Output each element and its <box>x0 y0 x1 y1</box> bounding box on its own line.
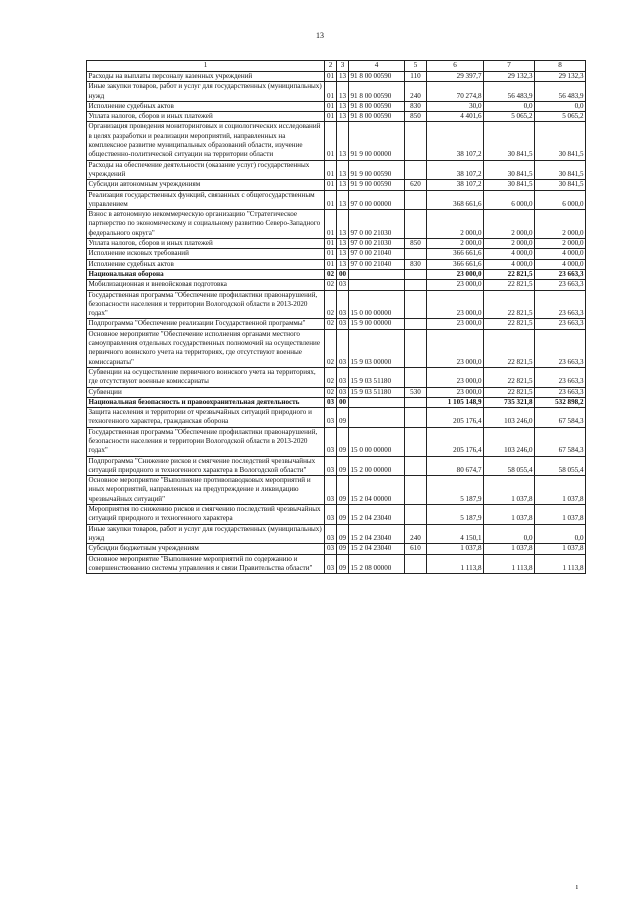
section-code: 03 <box>325 408 337 428</box>
amount-year-2: 58 055,4 <box>484 456 535 476</box>
amount-year-2: 5 065,2 <box>484 112 535 122</box>
subsection-code: 13 <box>337 259 349 269</box>
column-number: 6 <box>427 61 484 72</box>
expense-type-code <box>405 160 427 180</box>
expense-type-code <box>405 210 427 239</box>
page-number: 13 <box>316 31 324 40</box>
amount-year-3: 0,0 <box>535 101 586 111</box>
section-code: 01 <box>325 101 337 111</box>
amount-year-1: 1 105 148,9 <box>427 397 484 407</box>
target-article-code: 97 0 00 00000 <box>349 190 405 210</box>
amount-year-2: 2 000,0 <box>484 210 535 239</box>
section-code: 03 <box>325 427 337 456</box>
row-name: Исполнение судебных актов <box>87 259 325 269</box>
expense-type-code <box>405 408 427 428</box>
target-article-code: 15 2 00 00000 <box>349 456 405 476</box>
target-article-code: 15 0 00 00000 <box>349 290 405 319</box>
amount-year-2: 56 483,9 <box>484 82 535 102</box>
target-article-code: 15 2 04 23040 <box>349 544 405 554</box>
table-row <box>87 101 586 111</box>
table-row <box>87 544 586 554</box>
expense-type-code: 850 <box>405 239 427 249</box>
section-code: 01 <box>325 259 337 269</box>
amount-year-2: 0,0 <box>484 101 535 111</box>
amount-year-1: 30,0 <box>427 101 484 111</box>
table-row <box>87 249 586 259</box>
expense-type-code <box>405 397 427 407</box>
row-name: Национальная безопасность и правоохранительная деятельность <box>87 397 325 407</box>
section-code: 01 <box>325 190 337 210</box>
section-code: 03 <box>325 456 337 476</box>
target-article-code: 91 9 00 00000 <box>349 122 405 160</box>
amount-year-2: 1 037,8 <box>484 476 535 505</box>
section-code: 03 <box>325 544 337 554</box>
amount-year-3: 23 663,3 <box>535 367 586 387</box>
amount-year-3: 5 065,2 <box>535 112 586 122</box>
expense-type-code <box>405 122 427 160</box>
target-article-code: 97 0 00 21040 <box>349 249 405 259</box>
expense-type-code <box>405 249 427 259</box>
expense-type-code <box>405 554 427 574</box>
amount-year-3: 23 663,3 <box>535 269 586 279</box>
amount-year-2: 0,0 <box>484 524 535 544</box>
amount-year-1: 368 661,6 <box>427 190 484 210</box>
section-code: 01 <box>325 249 337 259</box>
table-row <box>87 329 586 367</box>
subsection-code: 00 <box>337 397 349 407</box>
subsection-code: 13 <box>337 180 349 190</box>
amount-year-3: 56 483,9 <box>535 82 586 102</box>
row-name: Расходы на выплаты персоналу казенных учреждений <box>87 72 325 82</box>
subsection-code: 09 <box>337 505 349 525</box>
target-article-code: 91 9 00 00590 <box>349 160 405 180</box>
column-number: 7 <box>484 61 535 72</box>
amount-year-1: 80 674,7 <box>427 456 484 476</box>
amount-year-2: 30 841,5 <box>484 180 535 190</box>
amount-year-1: 1 037,8 <box>427 544 484 554</box>
amount-year-1: 205 176,4 <box>427 427 484 456</box>
amount-year-2: 735 321,8 <box>484 397 535 407</box>
expense-type-code <box>405 367 427 387</box>
table-row <box>87 505 586 525</box>
subsection-code: 13 <box>337 249 349 259</box>
amount-year-3: 4 000,0 <box>535 259 586 269</box>
row-name: Исполнение исковых требований <box>87 249 325 259</box>
section-code: 03 <box>325 397 337 407</box>
amount-year-1: 70 274,8 <box>427 82 484 102</box>
amount-year-1: 366 661,6 <box>427 249 484 259</box>
amount-year-1: 1 113,8 <box>427 554 484 574</box>
table-row <box>87 290 586 319</box>
amount-year-2: 22 821,5 <box>484 280 535 290</box>
row-name: Исполнение судебных актов <box>87 101 325 111</box>
target-article-code: 91 8 00 00590 <box>349 112 405 122</box>
amount-year-1: 38 107,2 <box>427 160 484 180</box>
subsection-code: 00 <box>337 269 349 279</box>
amount-year-3: 0,0 <box>535 524 586 544</box>
section-code: 02 <box>325 280 337 290</box>
column-number: 5 <box>405 61 427 72</box>
subsection-code: 09 <box>337 476 349 505</box>
table-row <box>87 427 586 456</box>
amount-year-1: 23 000,0 <box>427 367 484 387</box>
subsection-code: 09 <box>337 544 349 554</box>
section-code: 02 <box>325 367 337 387</box>
amount-year-2: 1 037,8 <box>484 544 535 554</box>
amount-year-1: 2 000,0 <box>427 239 484 249</box>
amount-year-1: 23 000,0 <box>427 387 484 397</box>
target-article-code: 15 9 03 51180 <box>349 387 405 397</box>
subsection-code: 13 <box>337 239 349 249</box>
amount-year-3: 23 663,3 <box>535 290 586 319</box>
row-name: Подпрограмма "Снижение рисков и смягчение последствий чрезвычайных ситуаций природного и техногенного характера в Вологодской области" <box>87 456 325 476</box>
target-article-code: 91 8 00 00590 <box>349 82 405 102</box>
row-name: Иные закупки товаров, работ и услуг для государственных (муниципальных) нужд <box>87 82 325 102</box>
row-name: Субвенции <box>87 387 325 397</box>
table-row <box>87 122 586 160</box>
expense-type-code <box>405 329 427 367</box>
amount-year-2: 6 000,0 <box>484 190 535 210</box>
row-name: Уплата налогов, сборов и иных платежей <box>87 112 325 122</box>
subsection-code: 03 <box>337 319 349 329</box>
amount-year-1: 366 661,6 <box>427 259 484 269</box>
table-row <box>87 269 586 279</box>
subsection-code: 09 <box>337 408 349 428</box>
target-article-code: 91 8 00 00590 <box>349 101 405 111</box>
target-article-code: 15 9 03 51180 <box>349 367 405 387</box>
target-article-code: 91 8 00 00590 <box>349 72 405 82</box>
amount-year-2: 1 113,8 <box>484 554 535 574</box>
amount-year-3: 1 037,8 <box>535 476 586 505</box>
table-row <box>87 367 586 387</box>
column-number: 4 <box>349 61 405 72</box>
subsection-code: 13 <box>337 101 349 111</box>
row-name: Субсидии бюджетным учреждениям <box>87 544 325 554</box>
expense-type-code: 830 <box>405 101 427 111</box>
expense-type-code <box>405 269 427 279</box>
table-row <box>87 160 586 180</box>
target-article-code: 15 2 04 23040 <box>349 505 405 525</box>
section-code: 03 <box>325 554 337 574</box>
amount-year-2: 1 037,8 <box>484 505 535 525</box>
table-row <box>87 319 586 329</box>
target-article-code: 97 0 00 21030 <box>349 239 405 249</box>
expense-type-code <box>405 280 427 290</box>
table-row <box>87 180 586 190</box>
amount-year-1: 23 000,0 <box>427 290 484 319</box>
amount-year-3: 1 037,8 <box>535 544 586 554</box>
target-article-code: 15 2 04 00000 <box>349 476 405 505</box>
expense-type-code <box>405 190 427 210</box>
subsection-code: 09 <box>337 427 349 456</box>
amount-year-3: 2 000,0 <box>535 210 586 239</box>
expense-type-code: 240 <box>405 524 427 544</box>
expense-type-code <box>405 505 427 525</box>
section-code: 02 <box>325 319 337 329</box>
amount-year-3: 23 663,3 <box>535 319 586 329</box>
target-article-code <box>349 269 405 279</box>
expense-type-code: 240 <box>405 82 427 102</box>
table-row <box>87 82 586 102</box>
table-row <box>87 387 586 397</box>
subsection-code: 13 <box>337 82 349 102</box>
row-name: Подпрограмма "Обеспечение реализации Государственной программы" <box>87 319 325 329</box>
amount-year-1: 23 000,0 <box>427 280 484 290</box>
row-name: Государственная программа "Обеспечение профилактики правонарушений, безопасности населения и территории Вологодской области в 2013-2020 годах" <box>87 427 325 456</box>
amount-year-1: 38 107,2 <box>427 180 484 190</box>
amount-year-3: 1 037,8 <box>535 505 586 525</box>
expense-type-code <box>405 427 427 456</box>
amount-year-3: 29 132,3 <box>535 72 586 82</box>
section-code: 01 <box>325 72 337 82</box>
section-code: 02 <box>325 269 337 279</box>
expense-type-code <box>405 456 427 476</box>
row-name: Расходы на обеспечение деятельности (оказание услуг) государственных учреждений <box>87 160 325 180</box>
subsection-code: 03 <box>337 329 349 367</box>
section-code: 01 <box>325 239 337 249</box>
amount-year-3: 2 000,0 <box>535 239 586 249</box>
amount-year-2: 30 841,5 <box>484 160 535 180</box>
amount-year-3: 30 841,5 <box>535 160 586 180</box>
section-code: 03 <box>325 524 337 544</box>
amount-year-1: 23 000,0 <box>427 269 484 279</box>
amount-year-3: 30 841,5 <box>535 122 586 160</box>
table-row <box>87 397 586 407</box>
section-code: 02 <box>325 387 337 397</box>
table-row <box>87 476 586 505</box>
table-row <box>87 190 586 210</box>
section-code: 02 <box>325 290 337 319</box>
amount-year-1: 23 000,0 <box>427 319 484 329</box>
amount-year-1: 4 401,6 <box>427 112 484 122</box>
amount-year-2: 103 246,0 <box>484 408 535 428</box>
row-name: Реализация государственных функций, связанных с общегосударственным управлением <box>87 190 325 210</box>
amount-year-2: 4 000,0 <box>484 259 535 269</box>
subsection-code: 13 <box>337 112 349 122</box>
row-name: Государственная программа "Обеспечение профилактики правонарушений, безопасности населения и территории Вологодской области в 2013-2020 годах" <box>87 290 325 319</box>
budget-table <box>86 60 586 574</box>
table-row <box>87 408 586 428</box>
amount-year-3: 1 113,8 <box>535 554 586 574</box>
table-row <box>87 259 586 269</box>
target-article-code <box>349 408 405 428</box>
section-code: 03 <box>325 476 337 505</box>
row-name: Иные закупки товаров, работ и услуг для государственных (муниципальных) нужд <box>87 524 325 544</box>
amount-year-3: 67 584,3 <box>535 408 586 428</box>
amount-year-2: 22 821,5 <box>484 269 535 279</box>
amount-year-3: 23 663,3 <box>535 387 586 397</box>
section-code: 01 <box>325 112 337 122</box>
section-code: 03 <box>325 505 337 525</box>
column-number: 2 <box>325 61 337 72</box>
table-row <box>87 554 586 574</box>
target-article-code <box>349 280 405 290</box>
section-code: 01 <box>325 160 337 180</box>
table-row <box>87 210 586 239</box>
amount-year-3: 58 055,4 <box>535 456 586 476</box>
amount-year-1: 5 187,9 <box>427 476 484 505</box>
expense-type-code: 830 <box>405 259 427 269</box>
row-name: Мероприятия по снижению рисков и смягчению последствий чрезвычайных ситуаций природного и техногенного характера <box>87 505 325 525</box>
row-name: Основное мероприятие "Выполнение противопаводковых мероприятий и иных мероприятий, направленных на предупреждение и ликвидацию чрезвычайных ситуаций" <box>87 476 325 505</box>
target-article-code: 97 0 00 21040 <box>349 259 405 269</box>
amount-year-2: 22 821,5 <box>484 387 535 397</box>
amount-year-2: 22 821,5 <box>484 319 535 329</box>
amount-year-2: 22 821,5 <box>484 367 535 387</box>
expense-type-code <box>405 290 427 319</box>
row-name: Основное мероприятие "Обеспечение исполнения органами местного самоуправления отдельных государственных полномочий на осуществление первичного воинского учета на территориях, где отсутствуют военные комиссариаты" <box>87 329 325 367</box>
column-number: 8 <box>535 61 586 72</box>
target-article-code: 15 2 08 00000 <box>349 554 405 574</box>
target-article-code: 15 9 03 00000 <box>349 329 405 367</box>
expense-type-code <box>405 319 427 329</box>
expense-type-code: 850 <box>405 112 427 122</box>
amount-year-3: 30 841,5 <box>535 180 586 190</box>
expense-type-code: 530 <box>405 387 427 397</box>
row-name: Субвенции на осуществление первичного воинского учета на территориях, где отсутствуют военные комиссариаты <box>87 367 325 387</box>
amount-year-2: 103 246,0 <box>484 427 535 456</box>
column-number: 1 <box>87 61 325 72</box>
section-code: 01 <box>325 122 337 160</box>
amount-year-1: 38 107,2 <box>427 122 484 160</box>
amount-year-2: 4 000,0 <box>484 249 535 259</box>
subsection-code: 13 <box>337 122 349 160</box>
target-article-code: 15 2 04 23040 <box>349 524 405 544</box>
amount-year-3: 4 000,0 <box>535 249 586 259</box>
subsection-code: 13 <box>337 72 349 82</box>
amount-year-2: 22 821,5 <box>484 290 535 319</box>
amount-year-2: 29 132,3 <box>484 72 535 82</box>
amount-year-2: 22 821,5 <box>484 329 535 367</box>
target-article-code: 15 9 00 00000 <box>349 319 405 329</box>
row-name: Организация проведения мониторинговых и социологических исследований в целях разработки и реализации мероприятий, направленных на комплексное развитие муниципальных образований области, изучение общественно-политической ситуации на территории области <box>87 122 325 160</box>
amount-year-3: 532 898,2 <box>535 397 586 407</box>
table-row <box>87 239 586 249</box>
row-name: Взнос в автономную некоммерческую организацию "Стратегическое партнерство по экономическому и социальному развитию Северо-Западного федерального округа" <box>87 210 325 239</box>
table-row <box>87 280 586 290</box>
subsection-code: 09 <box>337 524 349 544</box>
table-row <box>87 112 586 122</box>
subsection-code: 13 <box>337 160 349 180</box>
subsection-code: 03 <box>337 387 349 397</box>
amount-year-1: 2 000,0 <box>427 210 484 239</box>
amount-year-3: 67 584,3 <box>535 427 586 456</box>
amount-year-3: 23 663,3 <box>535 329 586 367</box>
row-name: Национальная оборона <box>87 269 325 279</box>
column-numbers-row <box>87 61 586 72</box>
amount-year-1: 205 176,4 <box>427 408 484 428</box>
row-name: Уплата налогов, сборов и иных платежей <box>87 239 325 249</box>
expense-type-code: 110 <box>405 72 427 82</box>
subsection-code: 03 <box>337 280 349 290</box>
amount-year-1: 5 187,9 <box>427 505 484 525</box>
section-code: 01 <box>325 82 337 102</box>
subsection-code: 03 <box>337 290 349 319</box>
table-row <box>87 524 586 544</box>
amount-year-3: 23 663,3 <box>535 280 586 290</box>
expense-type-code <box>405 476 427 505</box>
expense-type-code: 610 <box>405 544 427 554</box>
section-code: 01 <box>325 180 337 190</box>
amount-year-1: 23 000,0 <box>427 329 484 367</box>
amount-year-1: 29 397,7 <box>427 72 484 82</box>
subsection-code: 09 <box>337 554 349 574</box>
target-article-code <box>349 397 405 407</box>
target-article-code: 97 0 00 21030 <box>349 210 405 239</box>
amount-year-2: 2 000,0 <box>484 239 535 249</box>
row-name: Защита населения и территории от чрезвычайных ситуаций природного и техногенного характера, гражданская оборона <box>87 408 325 428</box>
table-row <box>87 456 586 476</box>
section-code: 02 <box>325 329 337 367</box>
amount-year-3: 6 000,0 <box>535 190 586 210</box>
column-number: 3 <box>337 61 349 72</box>
section-code: 01 <box>325 210 337 239</box>
subsection-code: 13 <box>337 190 349 210</box>
row-name: Субсидии автономным учреждениям <box>87 180 325 190</box>
amount-year-1: 4 150,1 <box>427 524 484 544</box>
expense-type-code: 620 <box>405 180 427 190</box>
row-name: Мобилизационная и вневойсковая подготовка <box>87 280 325 290</box>
target-article-code: 91 9 00 00590 <box>349 180 405 190</box>
subsection-code: 09 <box>337 456 349 476</box>
row-name: Основное мероприятие "Выполнение мероприятий по содержанию и совершенствованию системы управления и связи Правительства области" <box>87 554 325 574</box>
subsection-code: 03 <box>337 367 349 387</box>
footer-mark: ı <box>575 882 578 891</box>
amount-year-2: 30 841,5 <box>484 122 535 160</box>
target-article-code: 15 0 00 00000 <box>349 427 405 456</box>
budget-rows <box>87 72 586 574</box>
table-row <box>87 72 586 82</box>
subsection-code: 13 <box>337 210 349 239</box>
